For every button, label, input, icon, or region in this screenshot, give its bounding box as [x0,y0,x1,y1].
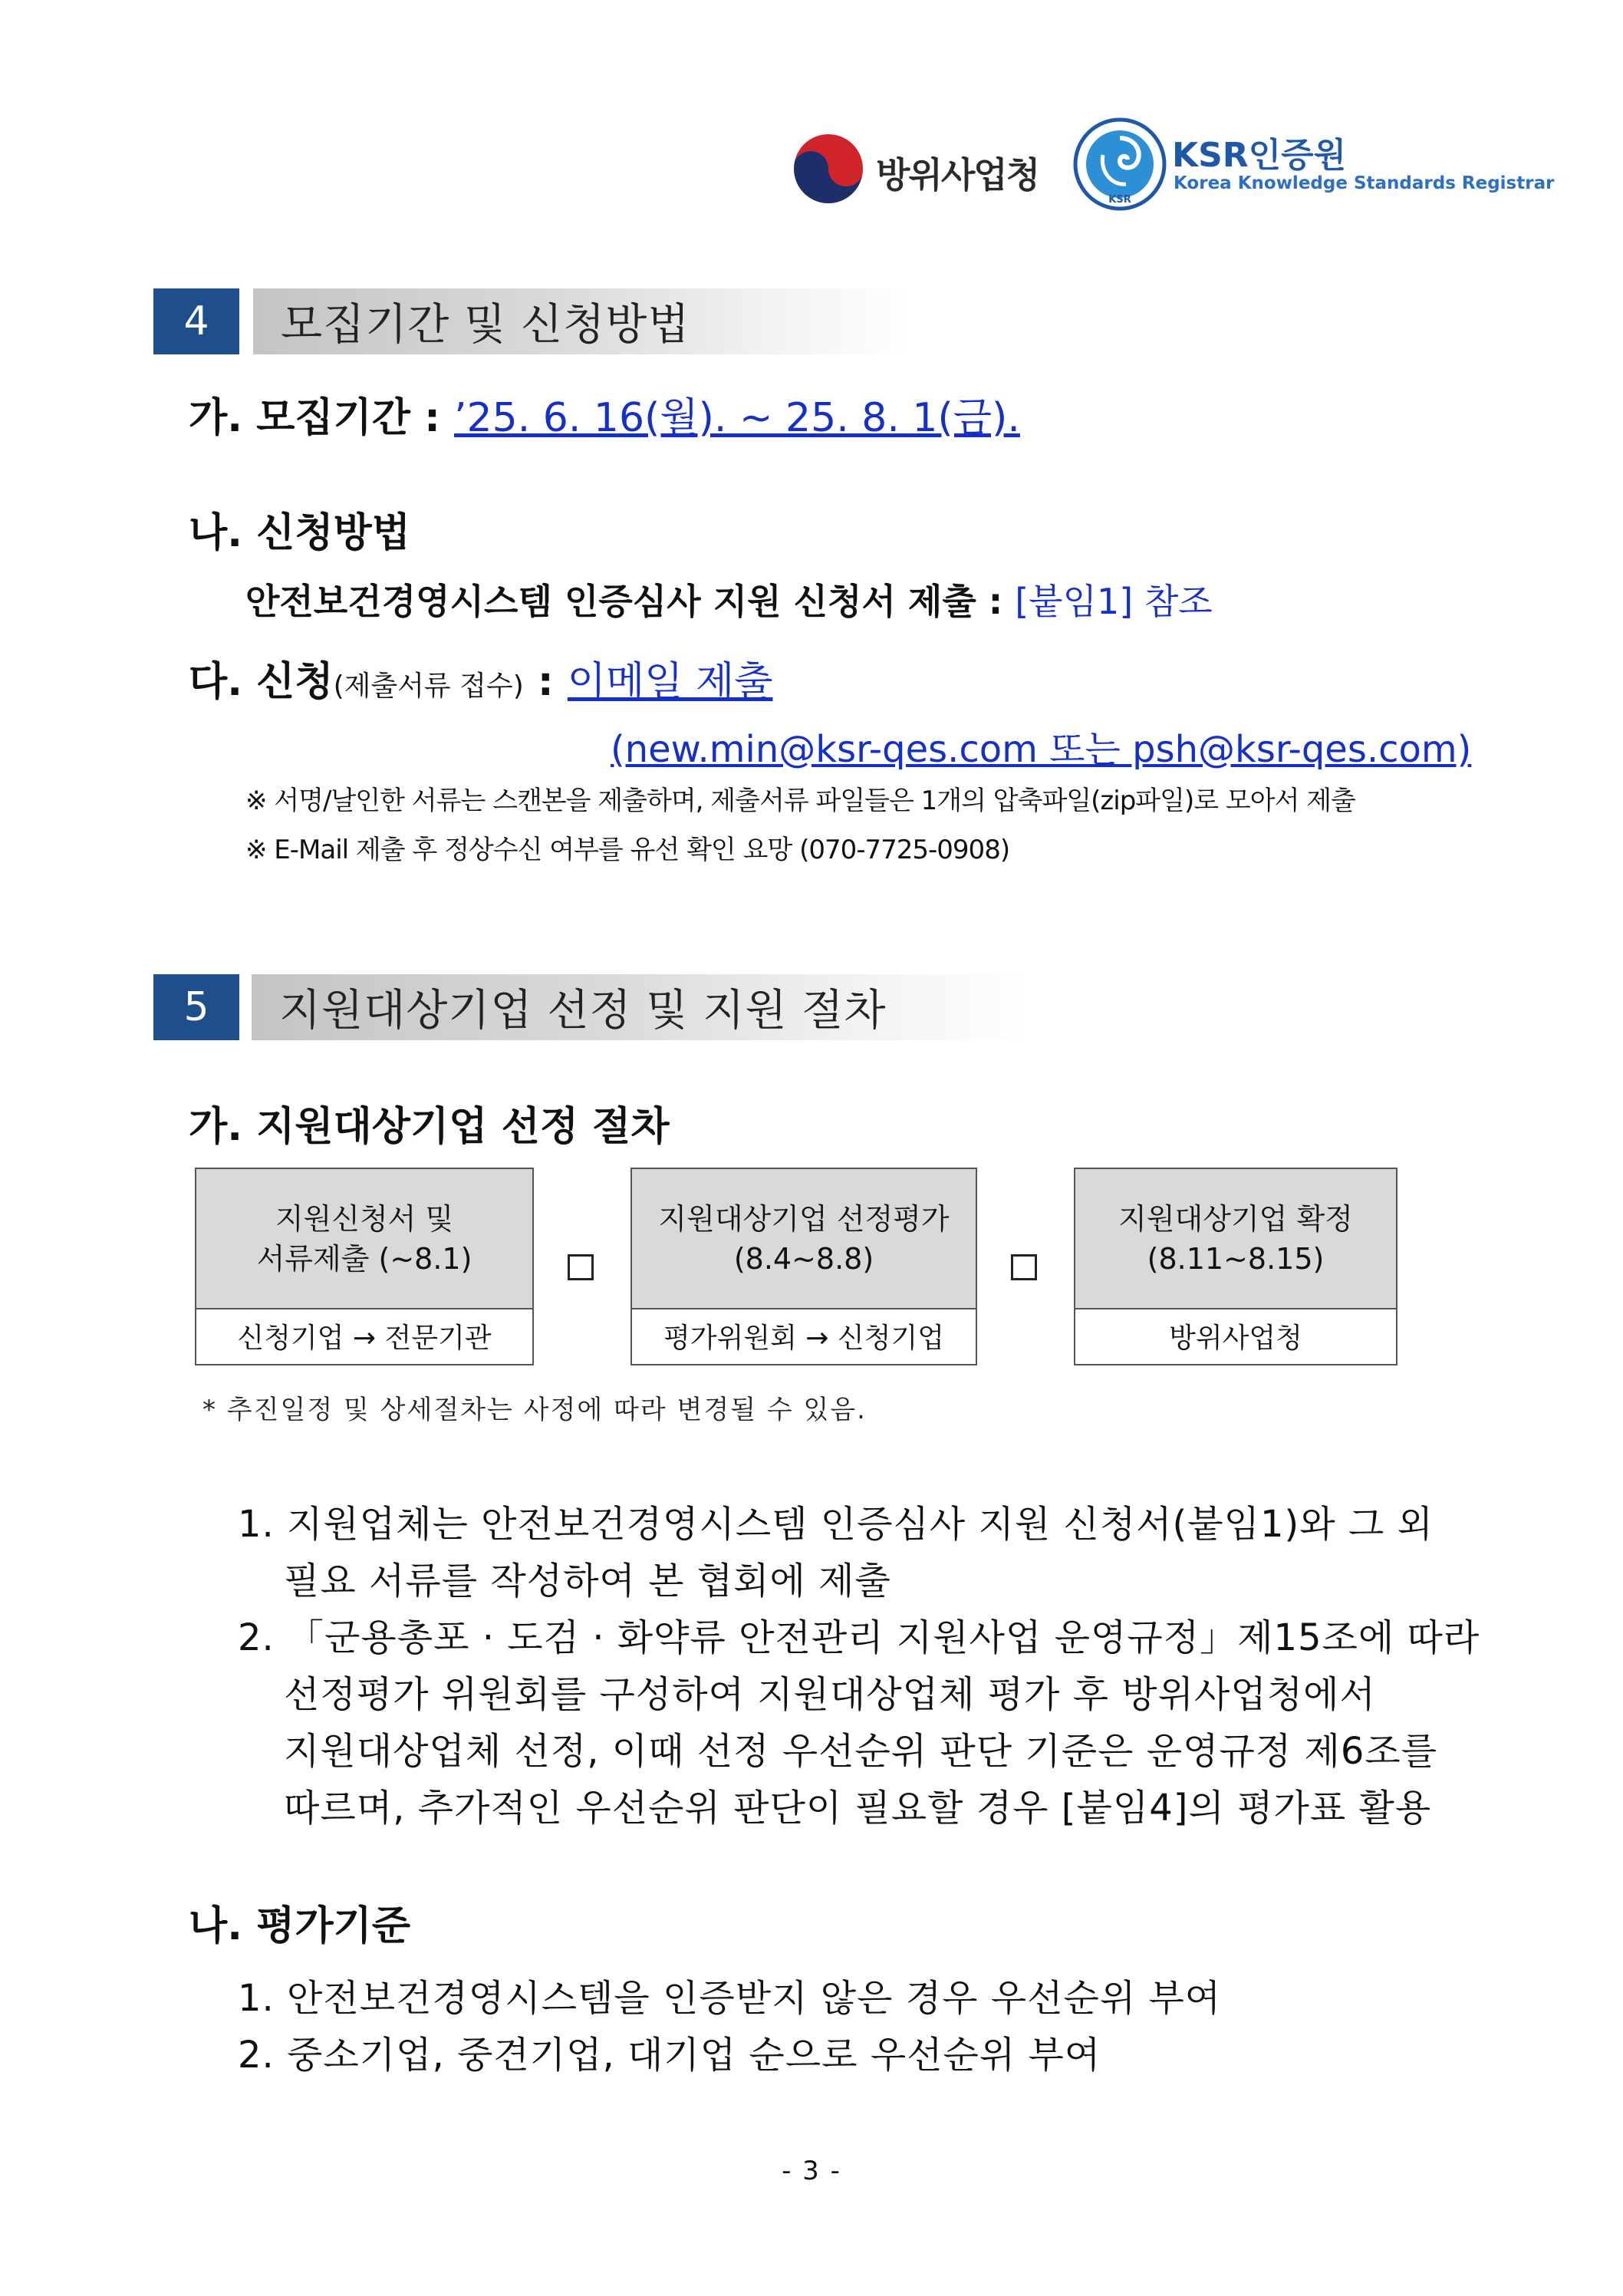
application-method-text [245,574,1213,624]
recruitment-period-value: ’25. 6. 16(월). ~ 25. 8. 1(금). [454,395,1020,441]
selection-procedure-heading: 가. 지원대상기업 선정 절차 [189,1104,670,1150]
flow-step-actor: 평가위원회 → 신청기업 [663,1322,945,1354]
flow-note: * 추진일정 및 상세절차는 사정에 따라 변경될 수 있음. [202,1395,867,1425]
page-number: - 3 - [782,2156,841,2186]
procedure-item-1-cont: 필요 서류를 작성하여 본 협회에 제출 [284,1560,891,1603]
flow-step-application [195,1168,534,1365]
criteria-item-2: 2. 중소기업, 중견기업, 대기업 순으로 우선순위 부여 [238,2034,1101,2077]
procedure-item-2-cont3: 따르며, 추가적인 우선순위 판단이 필요할 경우 [붙임4]의 평가표 활용 [284,1787,1432,1830]
flow-step-title [632,1169,976,1309]
flow-step-line2: (8.11~8.15) [1147,1241,1325,1276]
recruitment-period-label: 가. 모집기간 : [189,395,455,441]
application-method-desc: 안전보건경영시스템 인증심사 지원 신청서 제출 : [245,581,1016,622]
procedure-item-1: 1. 지원업체는 안전보건경영시스템 인증심사 지원 신청서(붙임1)와 그 외 [238,1503,1434,1546]
flow-step-actor: 신청기업 → 전문기관 [237,1322,492,1354]
criteria-item-1: 1. 안전보건경영시스템을 인증받지 않은 경우 우선순위 부여 [238,1977,1222,2020]
ksr-subtitle: Korea Knowledge Standards Registrar [1174,173,1555,193]
flow-step-line1: 지원신청서 및 [275,1201,454,1236]
submission-line [189,649,772,707]
evaluation-criteria-heading: 나. 평가기준 [189,1903,411,1949]
note-submission: ※ 서명/날인한 서류는 스캔본을 제출하며, 제출서류 파일들은 1개의 압축파일(zip파일)로 모아서 제출 [245,786,1355,816]
dapa-name: 방위사업청 [876,154,1039,196]
email-addresses[interactable]: (new.min@ksr-qes.com 또는 psh@ksr-qes.com) [611,728,1472,771]
section4-number: 4 [153,288,239,354]
flow-arrow-icon [568,1254,594,1280]
email-submission-link[interactable]: 이메일 제출 [567,659,773,705]
ksr-seal-text: KSR [1108,194,1131,206]
section4-title: 모집기간 및 신청방법 [253,288,913,354]
section5-title: 지원대상기업 선정 및 지원 절차 [252,974,1028,1040]
ksr-seal-icon [1072,117,1167,212]
procedure-item-2-cont1: 선정평가 위원회를 구성하여 지원대상업체 평가 후 방위사업청에서 [284,1673,1376,1716]
ksr-logo [1072,117,1555,216]
flow-step-line1: 지원대상기업 선정평가 [658,1201,950,1236]
submission-label-paren: (제출서류 접수) [333,670,524,702]
flow-step-actor: 방위사업청 [1169,1322,1302,1354]
recruitment-period [189,385,1020,443]
flow-step-title [1075,1169,1396,1309]
flow-step-line1: 지원대상기업 확정 [1118,1201,1353,1236]
flow-step-title [196,1169,532,1309]
attachment1-ref: [붙임1] 참조 [1015,581,1213,622]
dapa-logo [790,130,1039,207]
application-method-heading: 나. 신청방법 [189,510,411,556]
flow-step-line2: (8.4~8.8) [733,1241,874,1276]
flow-arrow-icon [1011,1254,1037,1280]
dapa-emblem-icon [790,130,867,207]
flow-step-line2: 서류제출 (~8.1) [256,1241,472,1276]
procedure-item-2: 2. 「군용총포 · 도검 · 화약류 안전관리 지원사업 운영규정」제15조에 따라 [238,1616,1480,1659]
flow-step-evaluation [630,1168,977,1365]
ksr-name: KSR인증원 [1172,136,1347,175]
section5-number: 5 [153,974,239,1040]
flow-step-confirmation [1074,1168,1397,1365]
note-phone-confirm: ※ E-Mail 제출 후 정상수신 여부를 유선 확인 요망 (070-7725-0908) [245,835,1010,865]
submission-label: 다. 신청 [189,659,334,705]
submission-colon: : [523,659,568,705]
procedure-item-2-cont2: 지원대상업체 선정, 이때 선정 우선순위 판단 기준은 운영규정 제6조를 [284,1730,1438,1773]
